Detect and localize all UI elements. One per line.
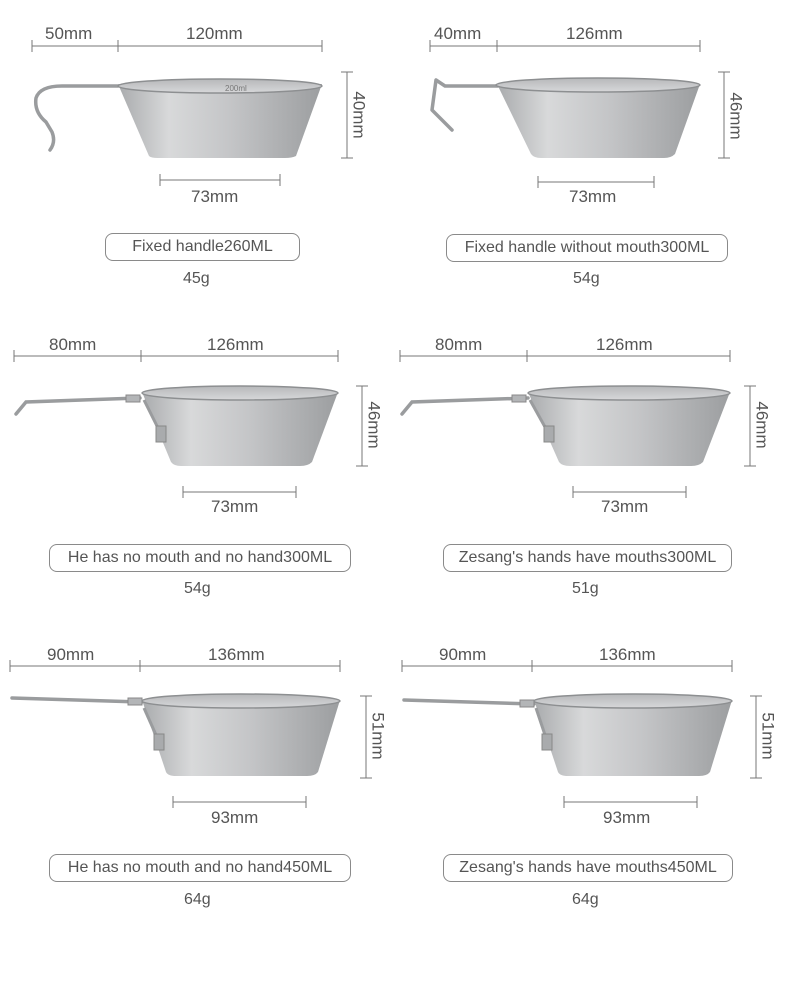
- product-label: Zesang's hands have mouths300ML: [443, 544, 732, 572]
- dimension-bottom: 73mm: [601, 497, 649, 516]
- dimension-height: 46mm: [364, 401, 384, 449]
- dimension-top-left: 80mm: [435, 335, 483, 354]
- dimension-top-left: 80mm: [49, 335, 97, 354]
- cup-fixed-handle-without-mouth-300ml: [432, 78, 700, 158]
- engraving-text: 200ml: [225, 84, 247, 93]
- dimension-top-right: 126mm: [566, 24, 623, 43]
- product-label: Zesang's hands have mouths450ML: [443, 854, 733, 882]
- product-weight: 54g: [573, 270, 600, 287]
- dimension-top-left: 40mm: [434, 24, 482, 43]
- product-label: He has no mouth and no hand300ML: [49, 544, 351, 572]
- dimension-top-right: 136mm: [599, 645, 656, 664]
- dimension-bottom: 73mm: [569, 187, 617, 206]
- dimension-height: 46mm: [726, 92, 746, 140]
- dimension-bottom: 73mm: [191, 187, 239, 206]
- dimension-top-left: 90mm: [439, 645, 487, 664]
- product-weight: 51g: [572, 580, 599, 597]
- cup-folding-handle-300ml: [16, 386, 338, 466]
- cup-folding-handle-with-mouth-450ml: [404, 694, 732, 776]
- cup-folding-handle-450ml: [12, 694, 340, 776]
- product-label: Fixed handle without mouth300ML: [446, 234, 728, 262]
- dimension-top-right: 126mm: [596, 335, 653, 354]
- cup-fixed-handle-260ml: [36, 79, 322, 158]
- dimension-top-right: 120mm: [186, 24, 243, 43]
- product-label: He has no mouth and no hand450ML: [49, 854, 351, 882]
- dimension-top-right: 136mm: [208, 645, 265, 664]
- dimension-top-left: 50mm: [45, 24, 93, 43]
- dimension-bottom: 93mm: [603, 808, 651, 827]
- product-weight: 45g: [183, 270, 210, 287]
- product-weight: 54g: [184, 580, 211, 597]
- dimension-top-right: 126mm: [207, 335, 264, 354]
- cup-folding-handle-with-mouth-300ml: [402, 386, 730, 466]
- dimension-height: 51mm: [758, 712, 778, 760]
- product-weight: 64g: [184, 891, 211, 908]
- dimension-bottom: 73mm: [211, 497, 259, 516]
- product-label: Fixed handle260ML: [105, 233, 300, 261]
- dimension-bottom: 93mm: [211, 808, 259, 827]
- dimension-top-left: 90mm: [47, 645, 95, 664]
- dimension-height: 51mm: [368, 712, 388, 760]
- dimension-height: 40mm: [349, 91, 369, 139]
- product-weight: 64g: [572, 891, 599, 908]
- dimension-height: 46mm: [752, 401, 772, 449]
